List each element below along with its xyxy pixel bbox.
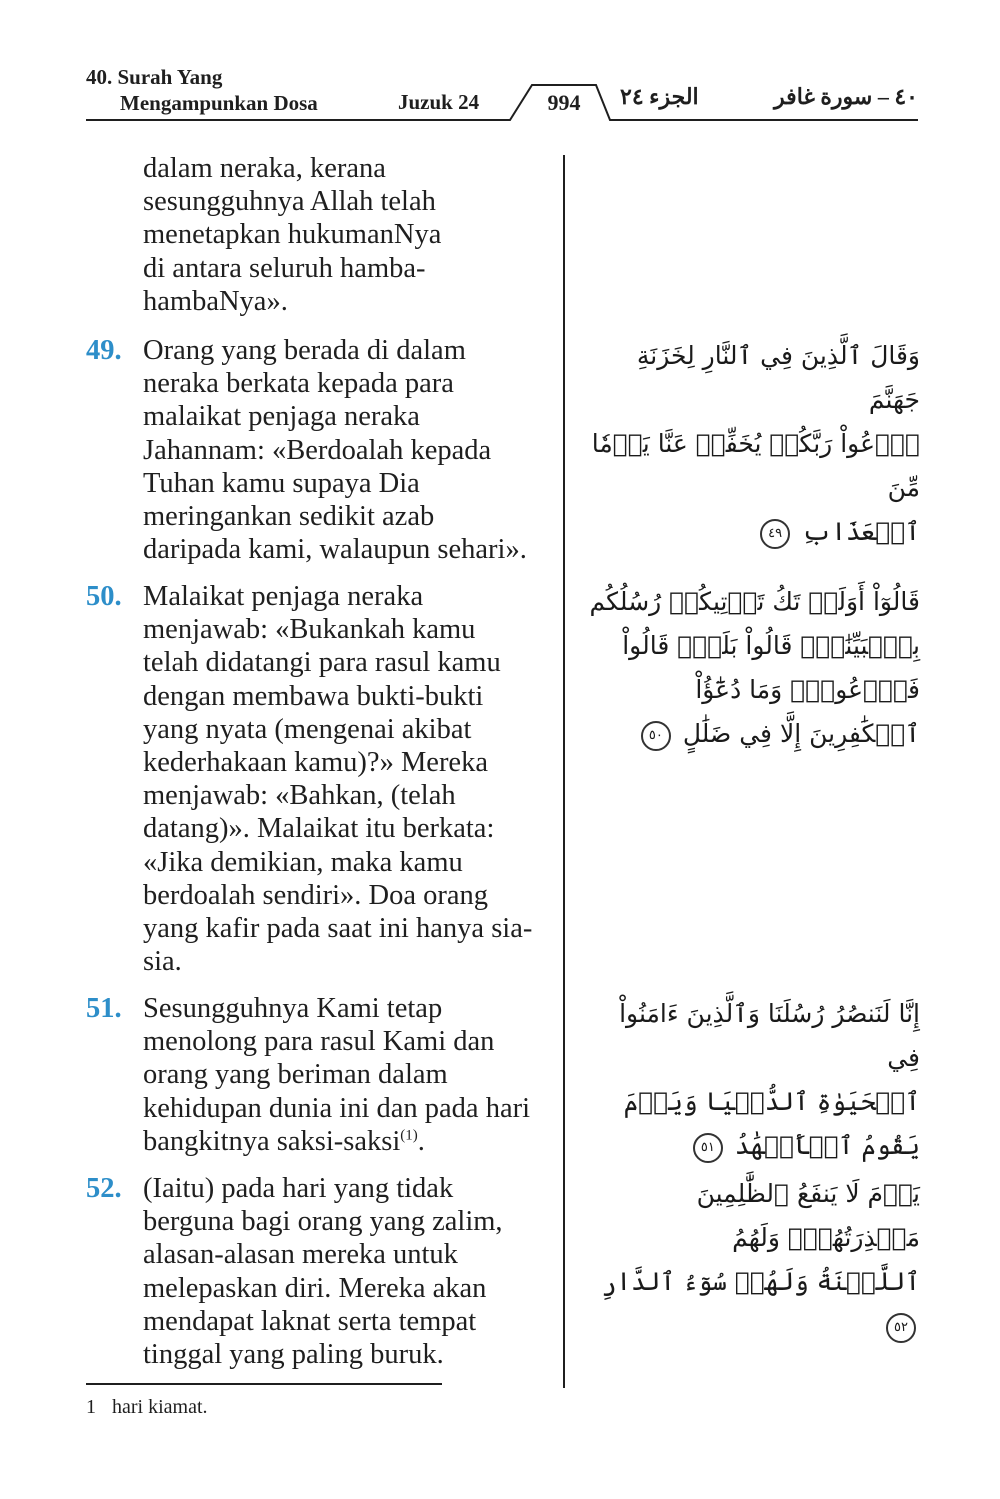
arabic-verse-51: إِنَّا لَنَنصُرُ رُسُلَنَا وَٱلَّذِينَ ءَامَنُواْ فِي ٱلۡحَيَوٰةِ ٱلدُّنۡيَا وَيَوۡمَ يَقُومُ ٱلۡأَشۡهَٰدُ ٥١	[580, 992, 920, 1168]
ayah-marker-52: ٥٢	[886, 1313, 916, 1343]
footnote-rule	[86, 1383, 442, 1385]
verse-number-49: 49.	[86, 335, 122, 366]
verse-translation-52: (Iaitu) pada hari yang tidak berguna bagi orang yang zalim, alasan-alasan mereka untuk melepaskan diri. Mereka akan mendapat laknat serta tempat tinggal yang paling buruk.	[143, 1173, 503, 1371]
arabic-juz-label: الجزء ٢٤	[620, 84, 699, 109]
footnote-ref: (1)	[400, 1127, 418, 1144]
intro-paragraph: dalam neraka, kerana sesungguhnya Allah telah menetapkan hukumanNya di antara seluruh hamba- hambaNya».	[143, 153, 442, 317]
arabic-verse-52: يَوۡمَ لَا يَنفَعُ ٱلظَّٰلِمِينَ مَعۡذِرَتُهُمۡۖ وَلَهُمُ ٱللَّعۡنَةُ وَلَهُمۡ سُوٓءُ ٱلدَّارِ ٥٢	[580, 1172, 920, 1348]
arabic-verse-49: وَقَالَ ٱلَّذِينَ فِي ٱلنَّارِ لِخَزَنَةِ جَهَنَّمَ ٱدۡعُواْ رَبَّكُمۡ يُخَفِّفۡ عَنَّا يَوۡمٗا مِّنَ ٱلۡعَذَابِ ٤٩	[580, 334, 920, 554]
verse-number-50: 50.	[86, 581, 122, 612]
juzuk-label: Juzuk 24	[398, 90, 480, 114]
verse-translation-49: Orang yang berada di dalam neraka berkata kepada para malaikat penjaga neraka Jahannam: «Berdoalah kepada Tuhan kamu supaya Dia meringankan sedikit azab daripada kami, walaupun sehari».	[143, 335, 527, 566]
surah-title-line2: Mengampunkan Dosa	[120, 91, 318, 115]
ayah-marker-51: ٥١	[693, 1133, 723, 1163]
footnote-number: 1	[86, 1396, 96, 1418]
column-divider	[563, 155, 565, 1388]
arabic-verse-50: قَالُوٓاْ أَوَلَمۡ تَكُ تَأۡتِيكُمۡ رُسُلُكُم بِٱلۡبَيِّنَٰتِۖ قَالُواْ بَلَىٰۚ قَالُواْ فَٱدۡعُواْۗ وَمَا دُعَٰٓؤُاْ ٱلۡكَٰفِرِينَ إِلَّا فِي ضَلَٰلٍ ٥٠	[580, 580, 920, 756]
ayah-marker-49: ٤٩	[760, 519, 790, 549]
surah-title-line1: 40. Surah Yang	[86, 65, 223, 89]
footnote-text: hari kiamat.	[112, 1396, 208, 1418]
arabic-surah-title: ٤٠ – سورة غافر	[774, 84, 918, 109]
verse-translation-51: Sesungguhnya Kami tetap menolong para rasul Kami dan orang yang beriman dalam kehidupan dunia ini dan pada hari bangkitnya saksi-saksi$^{(1)}$.	[143, 993, 531, 1157]
verse-translation-50: Malaikat penjaga neraka menjawab: «Bukankah kamu telah didatangi para rasul kamu dengan membawa bukti-bukti yang nyata (mengenai akibat kederhakaan kamu)?» Mereka menjawab: «Bahkan, (telah datang)». Malaikat itu berkata: «Jika demikian, maka kamu berdoalah sendiri». Doa orang yang kafir pada saat ini hanya sia- sia.	[143, 581, 533, 978]
verse-number-51: 51.	[86, 993, 122, 1024]
page-number: 994	[547, 90, 581, 115]
footnote	[86, 1396, 208, 1419]
ayah-marker-50: ٥٠	[641, 721, 671, 751]
header-rule	[0, 0, 1000, 130]
verse-number-52: 52.	[86, 1173, 122, 1204]
